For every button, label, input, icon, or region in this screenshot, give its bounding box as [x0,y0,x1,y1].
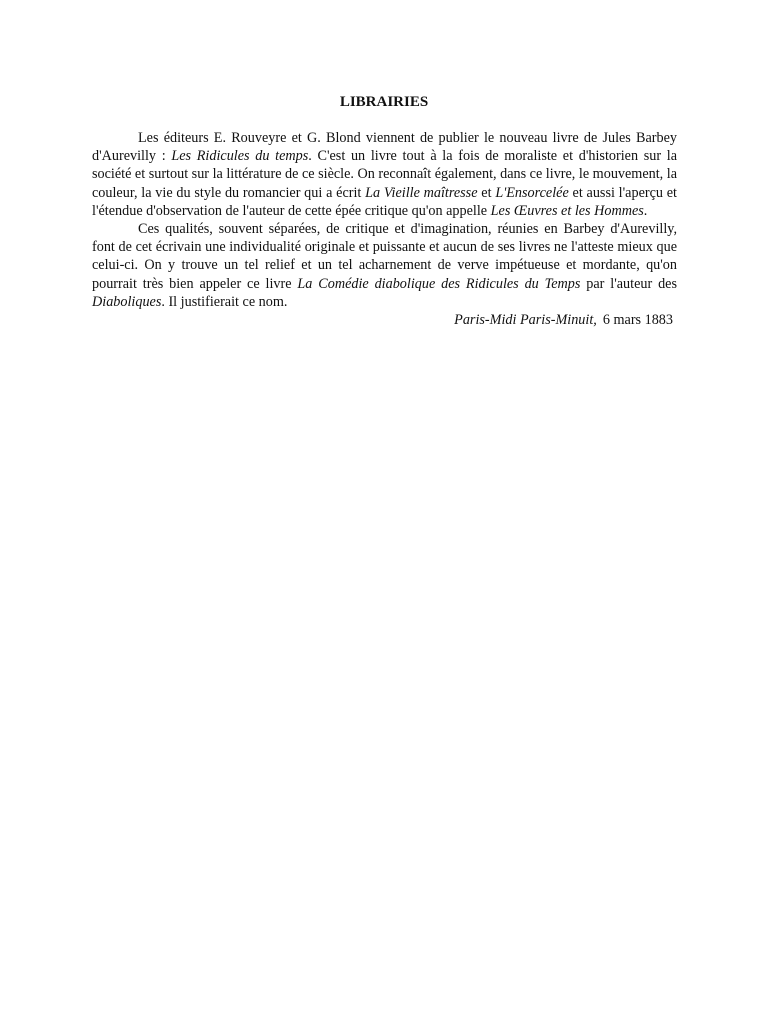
text-run: Ces qualités, souvent séparées, de critique et d'imagination, réunies en Barbey d'Aurevilly, font de cet écrivain une individualité originale et puissante et aucun de ses livres ne l'atteste mieux que celui-ci. On y trouve un tel relief et un tel acharnement de verve impétueuse et mordante, qu'on pourrait très bien appeler ce livre [92,221,677,292]
text-run: Les éditeurs E. Rouveyre et G. Blond viennent de publier le nouveau livre de Jules Barbey d'Aurevilly : [92,130,677,165]
text-run: . C'est un livre tout à la fois de moraliste et d'historien sur la société et surtout sur la littérature de ce siècle. On reconnaît également, dans ce livre, le mouvement, la couleur, la vie du style du romancier qui a écrit [92,148,678,201]
text-run: . [643,202,648,219]
signature-source: Paris-Midi Paris-Minuit, [454,312,597,329]
article-body [92,129,677,329]
book-title: Les Œuvres et les Hommes [490,202,644,219]
page-title: LIBRAIRIES [339,94,429,110]
book-title: Les Ridicules du temps [171,148,309,165]
paragraph-2 [92,220,677,311]
book-title: La Comédie diabolique des Ridicules du Temps [297,275,581,292]
signature [92,311,677,329]
book-title: L'Ensorcelée [495,184,569,201]
book-title: Diaboliques [92,293,162,310]
signature-date: 6 mars 1883 [602,312,673,329]
text-run: par l'auteur des [580,275,677,292]
book-title: La Vieille maîtresse [365,184,478,201]
text-run: et [477,184,496,201]
text-run: . Il justifierait ce nom. [161,293,288,310]
text-run: et aussi l'aperçu et l'étendue d'observation de l'auteur de cette épée critique qu'on appelle [92,184,678,219]
paragraph-1 [92,129,677,220]
